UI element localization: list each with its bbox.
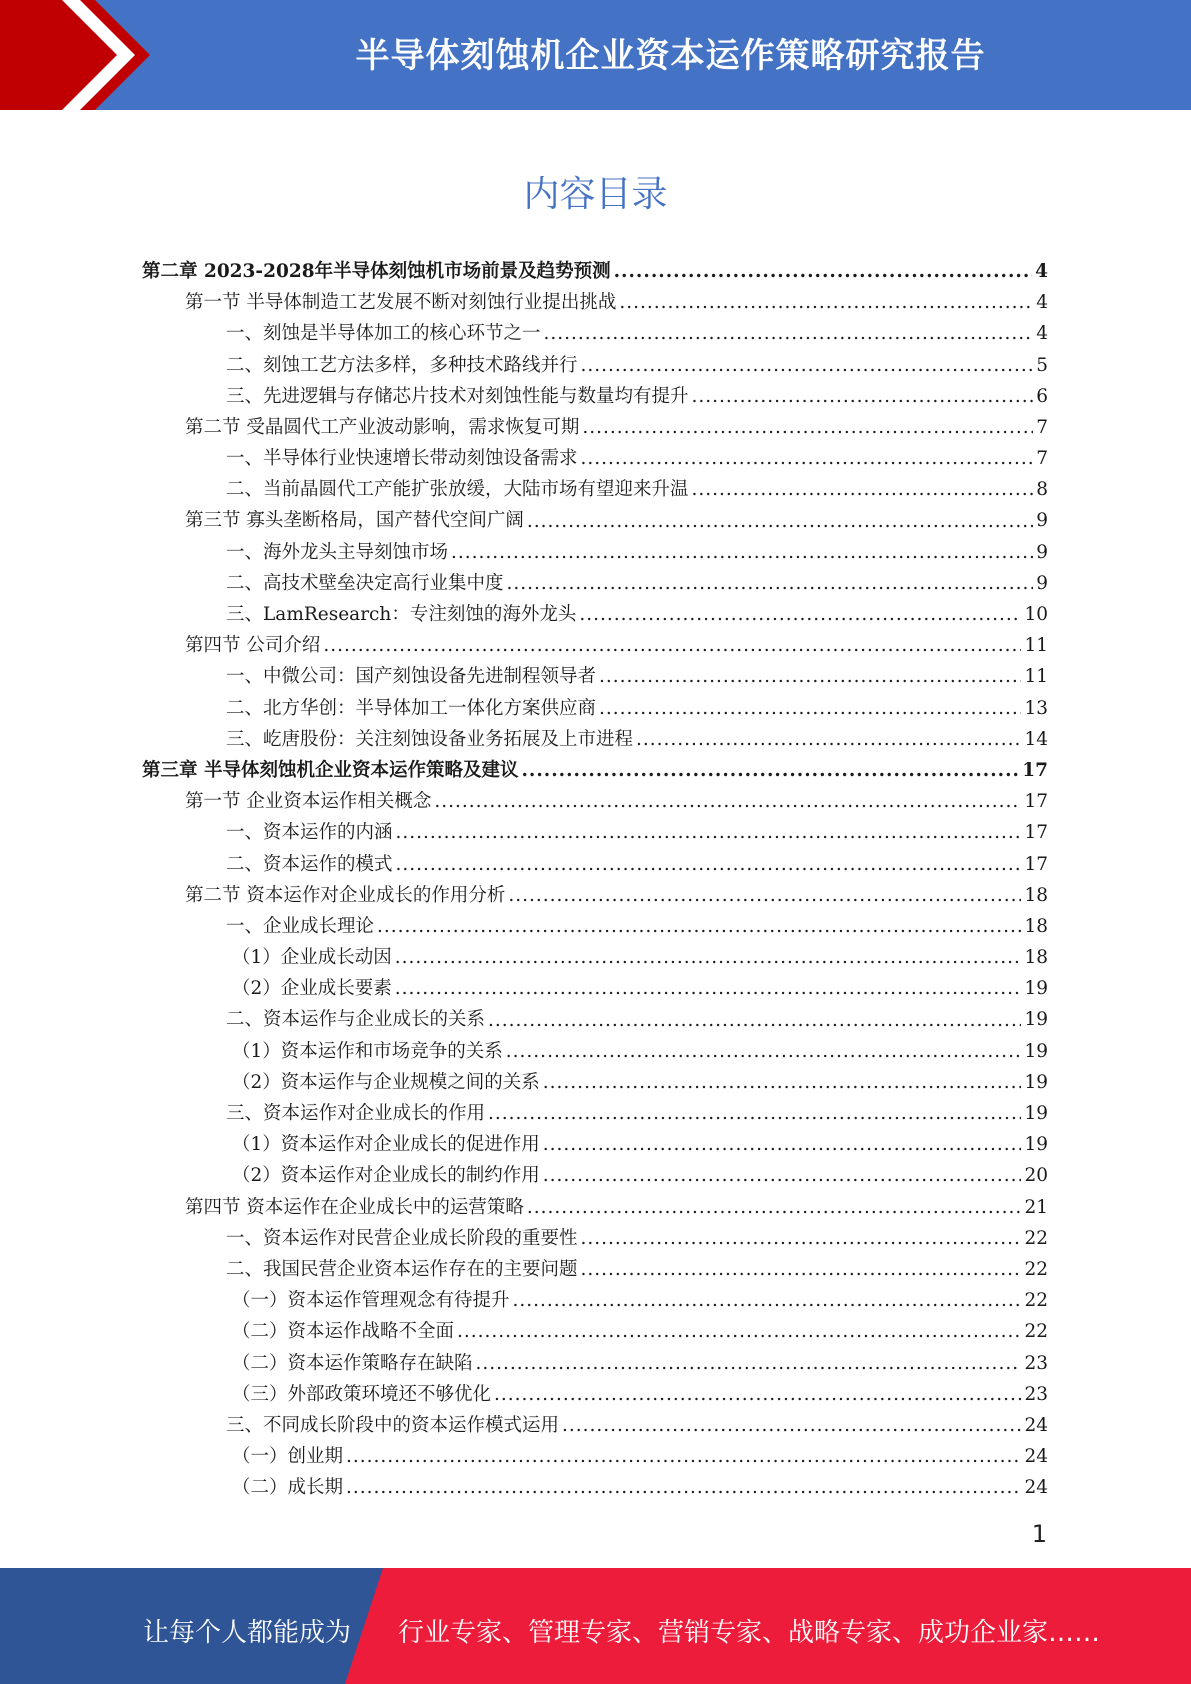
- toc-leader-dots: [619, 287, 1033, 318]
- toc-entry-title: （一）资本运作管理观念有待提升: [232, 1290, 510, 1312]
- toc-leader-dots: [346, 1472, 1021, 1503]
- toc-entry-title: 第一节 企业资本运作相关概念: [185, 791, 432, 813]
- toc-entry-title: （二）成长期: [232, 1477, 344, 1499]
- toc-entry-title: 二、资本运作的模式: [226, 853, 393, 875]
- toc-leader-dots: [692, 474, 1034, 505]
- toc-entry-title: 二、高技术壁垒决定高行业集中度: [226, 572, 504, 594]
- toc-entry-title: 三、LamResearch：专注刻蚀的海外龙头: [226, 604, 577, 626]
- toc-leader-dots: [377, 911, 1021, 942]
- toc-entry[interactable]: [142, 1192, 1048, 1223]
- toc-heading: 内容目录: [523, 174, 668, 215]
- toc-entry[interactable]: [142, 1316, 1048, 1347]
- toc-entry-page: 21: [1024, 1196, 1048, 1218]
- toc-entry[interactable]: [142, 630, 1048, 661]
- toc-entry-page: 19: [1024, 1134, 1048, 1156]
- footer-slogan-right: 行业专家、管理专家、营销专家、战略专家、成功企业家……: [398, 1618, 1101, 1648]
- toc-leader-dots: [395, 973, 1022, 1004]
- toc-entry[interactable]: [142, 412, 1048, 443]
- toc-leader-dots: [543, 1160, 1022, 1191]
- footer-slogan-left: 让每个人都能成为: [143, 1618, 352, 1648]
- toc-entry[interactable]: [142, 786, 1048, 817]
- toc-entry-title: （二）资本运作策略存在缺陷: [232, 1352, 473, 1374]
- toc-leader-dots: [521, 755, 1019, 786]
- toc-entry-page: 22: [1024, 1290, 1048, 1312]
- toc-leader-dots: [476, 1348, 1022, 1379]
- toc-entry[interactable]: [142, 1410, 1048, 1441]
- toc-leader-dots: [599, 661, 1021, 692]
- toc-entry-page: 7: [1036, 448, 1048, 470]
- toc-leader-dots: [488, 1005, 1021, 1036]
- toc-entry-title: （2）企业成长要素: [232, 978, 392, 1000]
- toc-entry[interactable]: [142, 724, 1048, 755]
- toc-entry-title: 三、先进逻辑与存储芯片技术对刻蚀性能与数量均有提升: [226, 385, 689, 407]
- toc-entry-page: 17: [1024, 853, 1048, 875]
- toc-entry-title: 一、海外龙头主导刻蚀市场: [226, 541, 449, 563]
- toc-leader-dots: [434, 786, 1021, 817]
- report-title: 半导体刻蚀机企业资本运作策略研究报告: [355, 36, 986, 76]
- toc-leader-dots: [543, 1067, 1022, 1098]
- toc-entry-title: 二、当前晶圆代工产能扩张放缓，大陆市场有望迎来升温: [226, 479, 689, 501]
- toc-entry-page: 9: [1036, 510, 1048, 532]
- toc-entry-page: 22: [1024, 1227, 1048, 1249]
- toc-entry-page: 7: [1036, 416, 1048, 438]
- toc-entry-page: 13: [1024, 697, 1048, 719]
- toc-entry-title: （二）资本运作战略不全面: [232, 1321, 455, 1343]
- toc-entry[interactable]: [142, 537, 1048, 568]
- toc-entry[interactable]: [142, 381, 1048, 412]
- toc-entry-title: 三、屹唐股份：关注刻蚀设备业务拓展及上市进程: [226, 728, 634, 750]
- toc-entry[interactable]: [142, 474, 1048, 505]
- toc-entry[interactable]: [142, 256, 1048, 287]
- toc-entry-page: 19: [1024, 978, 1048, 1000]
- toc-entry-title: 一、中微公司：国产刻蚀设备先进制程领导者: [226, 666, 597, 688]
- toc-entry-title: 第一节 半导体制造工艺发展不断对刻蚀行业提出挑战: [185, 292, 617, 314]
- toc-entry[interactable]: [142, 1379, 1048, 1410]
- toc-entry-title: 三、资本运作对企业成长的作用: [226, 1103, 486, 1125]
- toc-leader-dots: [636, 724, 1021, 755]
- toc-entry[interactable]: [142, 1441, 1048, 1472]
- toc-entry-page: 24: [1024, 1414, 1048, 1436]
- page-header: [0, 0, 1191, 110]
- toc-leader-dots: [451, 537, 1033, 568]
- toc-leader-dots: [562, 1410, 1021, 1441]
- toc-entry-page: 10: [1024, 604, 1048, 626]
- toc-entry[interactable]: [142, 661, 1048, 692]
- toc-entry-page: 22: [1024, 1258, 1048, 1280]
- toc-leader-dots: [395, 942, 1022, 973]
- page-number: 1: [1031, 1520, 1047, 1548]
- toc-entry-page: 5: [1036, 354, 1048, 376]
- page-footer: [0, 1568, 1191, 1684]
- toc-entry-page: 23: [1024, 1383, 1048, 1405]
- toc-entry-page: 17: [1024, 791, 1048, 813]
- toc-entry-title: 二、资本运作与企业成长的关系: [226, 1009, 486, 1031]
- toc-entry[interactable]: [142, 1254, 1048, 1285]
- toc-entry-page: 11: [1024, 666, 1048, 688]
- toc-leader-dots: [506, 1036, 1022, 1067]
- toc-leader-dots: [346, 1441, 1021, 1472]
- toc-entry-title: 第二节 资本运作对企业成长的作用分析: [185, 884, 506, 906]
- toc-leader-dots: [544, 318, 1034, 349]
- toc-leader-dots: [579, 599, 1021, 630]
- toc-entry-page: 9: [1036, 541, 1048, 563]
- toc-leader-dots: [581, 350, 1034, 381]
- toc-entry[interactable]: [142, 1129, 1048, 1160]
- toc-entry[interactable]: [142, 1067, 1048, 1098]
- toc-entry-page: 4: [1036, 292, 1048, 314]
- toc-entry-title: 一、刻蚀是半导体加工的核心环节之一: [226, 323, 541, 345]
- toc-entry-page: 18: [1024, 947, 1048, 969]
- toc-entry[interactable]: [142, 1285, 1048, 1316]
- toc-entry[interactable]: [142, 1036, 1048, 1067]
- toc-entry-title: 第二章 2023-2028年半导体刻蚀机市场前景及趋势预测: [142, 260, 611, 282]
- toc-entry-title: 二、北方华创：半导体加工一体化方案供应商: [226, 697, 597, 719]
- toc-entry[interactable]: [142, 973, 1048, 1004]
- toc-entry-title: 第三章 半导体刻蚀机企业资本运作策略及建议: [142, 759, 519, 781]
- toc-entry-title: 二、我国民营企业资本运作存在的主要问题: [226, 1258, 578, 1280]
- toc-entry-page: 14: [1024, 728, 1048, 750]
- toc-leader-dots: [543, 1129, 1022, 1160]
- toc-entry[interactable]: [142, 506, 1048, 537]
- toc-entry-page: 8: [1036, 479, 1048, 501]
- toc-entry-page: 22: [1024, 1321, 1048, 1343]
- toc-entry-title: （1）企业成长动因: [232, 947, 392, 969]
- toc-entry-page: 19: [1024, 1071, 1048, 1093]
- toc-entry[interactable]: [142, 287, 1048, 318]
- toc-leader-dots: [488, 1098, 1021, 1129]
- toc-entry-page: 24: [1024, 1477, 1048, 1499]
- toc-leader-dots: [599, 693, 1021, 724]
- toc-entry-title: （1）资本运作对企业成长的促进作用: [232, 1134, 540, 1156]
- toc-entry-title: 二、刻蚀工艺方法多样，多种技术路线并行: [226, 354, 578, 376]
- toc-entry-title: （1）资本运作和市场竞争的关系: [232, 1040, 503, 1062]
- toc-leader-dots: [457, 1316, 1021, 1347]
- toc-leader-dots: [508, 880, 1021, 911]
- toc-entry[interactable]: [142, 1472, 1048, 1503]
- toc-entry-page: 18: [1024, 884, 1048, 906]
- toc-entry-page: 4: [1035, 260, 1048, 282]
- toc-leader-dots: [323, 630, 1021, 661]
- toc-entry[interactable]: [142, 817, 1048, 848]
- toc-leader-dots: [527, 506, 1033, 537]
- toc-entry[interactable]: [142, 911, 1048, 942]
- toc-entry-page: 11: [1024, 635, 1048, 657]
- toc-leader-dots: [527, 1192, 1022, 1223]
- toc-entry[interactable]: [142, 1005, 1048, 1036]
- toc-entry[interactable]: [142, 1223, 1048, 1254]
- toc-leader-dots: [396, 849, 1022, 880]
- toc-leader-dots: [494, 1379, 1021, 1410]
- toc-entry-page: 19: [1024, 1040, 1048, 1062]
- toc-entry-title: 三、不同成长阶段中的资本运作模式运用: [226, 1414, 560, 1436]
- toc-leader-dots: [581, 1223, 1022, 1254]
- toc-entry[interactable]: [142, 599, 1048, 630]
- toc-entry-page: 19: [1024, 1103, 1048, 1125]
- toc-leader-dots: [581, 443, 1034, 474]
- toc-entry-page: 20: [1024, 1165, 1048, 1187]
- toc-entry-title: 第二节 受晶圆代工产业波动影响，需求恢复可期: [185, 416, 580, 438]
- toc-entry-title: 第四节 公司介绍: [185, 635, 321, 657]
- toc-entry-page: 19: [1024, 1009, 1048, 1031]
- toc-entry[interactable]: [142, 1098, 1048, 1129]
- toc-entry-title: 一、企业成长理论: [226, 915, 375, 937]
- toc-entry-page: 4: [1036, 323, 1048, 345]
- toc-entry-title: （2）资本运作对企业成长的制约作用: [232, 1165, 540, 1187]
- table-of-contents: [142, 256, 1048, 1504]
- toc-leader-dots: [582, 412, 1033, 443]
- toc-entry[interactable]: [142, 880, 1048, 911]
- toc-entry[interactable]: [142, 350, 1048, 381]
- toc-leader-dots: [692, 381, 1034, 412]
- toc-entry-page: 17: [1022, 759, 1048, 781]
- toc-entry[interactable]: [142, 318, 1048, 349]
- toc-leader-dots: [507, 568, 1034, 599]
- toc-entry[interactable]: [142, 942, 1048, 973]
- toc-entry-page: 9: [1036, 572, 1048, 594]
- toc-entry-page: 17: [1024, 822, 1048, 844]
- toc-entry-title: 一、资本运作的内涵: [226, 822, 393, 844]
- toc-entry[interactable]: [142, 1160, 1048, 1191]
- toc-entry[interactable]: [142, 443, 1048, 474]
- toc-leader-dots: [614, 256, 1033, 287]
- toc-entry[interactable]: [142, 755, 1048, 786]
- toc-entry[interactable]: [142, 693, 1048, 724]
- toc-entry-title: 一、资本运作对民营企业成长阶段的重要性: [226, 1227, 578, 1249]
- toc-entry-page: 24: [1024, 1446, 1048, 1468]
- toc-leader-dots: [396, 817, 1022, 848]
- toc-entry-title: 一、半导体行业快速增长带动刻蚀设备需求: [226, 448, 578, 470]
- toc-entry-title: （2）资本运作与企业规模之间的关系: [232, 1071, 540, 1093]
- toc-entry-page: 6: [1036, 385, 1048, 407]
- toc-entry[interactable]: [142, 849, 1048, 880]
- toc-entry-title: 第三节 寡头垄断格局，国产替代空间广阔: [185, 510, 524, 532]
- toc-entry-title: （一）创业期: [232, 1446, 344, 1468]
- toc-entry-title: 第四节 资本运作在企业成长中的运营策略: [185, 1196, 524, 1218]
- toc-entry[interactable]: [142, 568, 1048, 599]
- toc-entry-page: 23: [1024, 1352, 1048, 1374]
- toc-entry-page: 18: [1024, 915, 1048, 937]
- toc-leader-dots: [513, 1285, 1022, 1316]
- toc-leader-dots: [581, 1254, 1022, 1285]
- toc-entry[interactable]: [142, 1348, 1048, 1379]
- toc-entry-title: （三）外部政策环境还不够优化: [232, 1383, 492, 1405]
